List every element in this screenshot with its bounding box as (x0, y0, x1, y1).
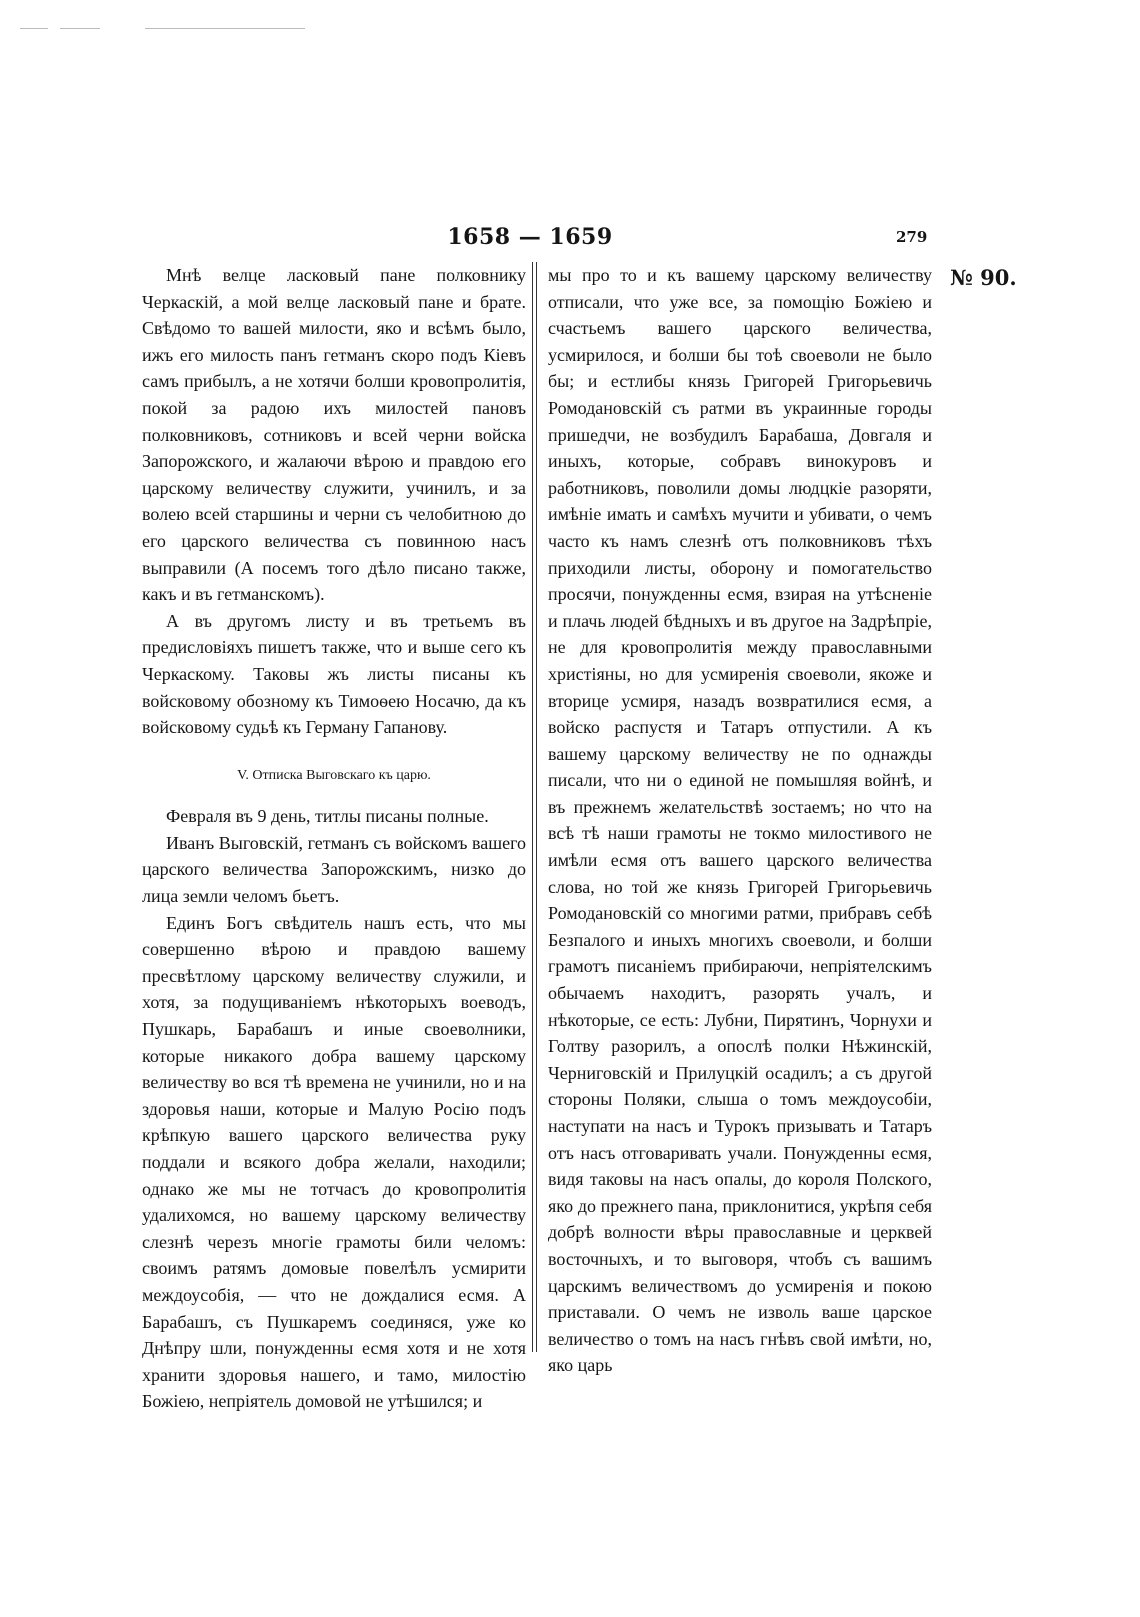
header-years: 1658 — 1659 (447, 224, 613, 250)
paragraph: Иванъ Выговскій, гетманъ съ войскомъ вашего царского величества Запорожскимъ, низко до лица земли челомъ бьетъ. (142, 832, 526, 907)
page-number: 279 (896, 228, 928, 246)
document-number: № 90. (950, 265, 1017, 290)
left-column (142, 262, 526, 1415)
top-rule (145, 28, 305, 29)
top-rule (60, 28, 100, 29)
section-title: V. Отписка Выговскаго къ царю. (237, 767, 431, 783)
right-column (548, 262, 932, 1379)
paragraph: Февраля въ 9 день, титлы писаны полные. (166, 806, 489, 827)
paragraph: Мнѣ велце ласковый пане полковнику Черкаскій, а мой велце ласковый пане и брате. Свѣдомо то вашей милости, яко и всѣмъ было, ижъ его милость панъ гетманъ скоро подъ Кіевъ самъ прибылъ, а не хотячи болши кровопролитія, покой за радою ихъ милостей пановъ полковниковъ, сотниковъ и всей черни войска Запорожского, и жалаючи вѣрою и правдою его царскому величеству служити, учинилъ, и за волею всей старшины и черни съ челобитною до его царского величества съ повинною насъ выправили (А посемъ того дѣло писано также, какъ и въ гетманскомъ). (142, 265, 526, 605)
paragraph: Единъ Богъ свѣдитель нашъ есть, что мы совершенно вѣрою и правдою вашему пресвѣтлому царскому величеству служили, и хотя, за подущиваніемъ нѣкоторыхъ воеводъ, Пушкарь, Барабашъ и иные своеволники, которые никакого добра вашему царскому величеству во вся тѣ времена не учинили, но и на здоровья наши, которые и Малую Росію подъ крѣпкую вашего царского величества руку поддали и всякого добра желали, находили; однако же мы не тотчасъ до кровопролитія удалихомся, но вашему царскому величеству слезнѣ черезъ многіе грамоты били челомъ: своимъ ратямъ домовые повелѣлъ усмирити междоусобія, — что не дождалися есмя. А Барабашъ, съ Пушкаремъ соединяся, уже ко Днѣпру шли, понужденны есмя хотя и не хотя хранити здоровья нашего, и тамо, милостію Божіею, непріятель домовой не утѣшился; и (142, 912, 526, 1412)
top-rule (20, 28, 48, 29)
paragraph: А въ другомъ листу и въ третьемъ въ предисловіяхъ пишетъ также, что и выше сего къ Черкаскому. Таковы жъ листы писаны къ войсковому обозному къ Тимоѳею Носачю, да къ войсковому судьѣ къ Герману Гапанову. (142, 610, 526, 738)
column-divider (532, 262, 537, 1352)
paragraph: мы про то и къ вашему царскому величеству отписали, что уже все, за помощію Божіею и счастьемъ вашего царского величества, усмирилося, и болши бы тоѣ своеволи не было бы; и естлибы князь Григорей Григорьевичь Ромодановскій съ ратми въ украинные городы пришедчи, не возбудилъ Барабаша, Довгаля и иныхъ, которые, собравъ винокуровъ и работниковъ, поволили домы людцкіе разоряти, имѣніе имать и самѣхъ мучити и убивати, о чемъ часто къ намъ слезнѣ отъ полковниковъ тѣхъ приходили листы, оборону и помогательство просячи, понужденны есмя, взирая на утѣсненіе и плачь людей бѣдныхъ и въ другое на Задрѣпріе, не для кровопролитія между православными христіяны, но для усмиренія своеволи, якоже и вторице усмиря, назадъ возвратилися есмя, а войско распустя и Татаръ отпустили. А къ вашему царскому величеству не по однажды писали, что ни о единой не помышляя войнѣ, и въ прежнемъ желательствѣ зостаемъ; но что на всѣ тѣ наши грамоты не токмо милостивого не имѣли есмя отъ вашего царского величества слова, но той же князь Григорей Григорьевичь Ромодановскій со многими ратми, прибравъ себѣ Безпалого и иныхъ многихъ своеволи, и болши грамотъ писаніемъ прибираючи, непріятелскимъ обычаемъ находитъ, разорять учалъ, и нѣкоторые, се есть: Лубни, Пирятинъ, Чорнухи и Голтву разорилъ, а опослѣ полки Нѣжинскій, Черниговскій и Прилуцкій осадилъ; а съ другой стороны Поляки, слыша о томъ междоусобіи, наступати на насъ и Турокъ призывать и Татаръ отъ насъ отговаривать учали. Понужденны есмя, видя таковы на насъ опалы, до короля Полского, яко до прежнего пана, приклонитися, укрѣпя себя добрѣ волности вѣры православные и церквей восточныхъ, и то выговоря, чтобъ съ вашимъ царскимъ величествомъ до усмиренія и покою приставали. О чемъ не изволь ваше царское величество о томъ на насъ гнѣвъ свой имѣти, но, яко царь (548, 265, 932, 1376)
